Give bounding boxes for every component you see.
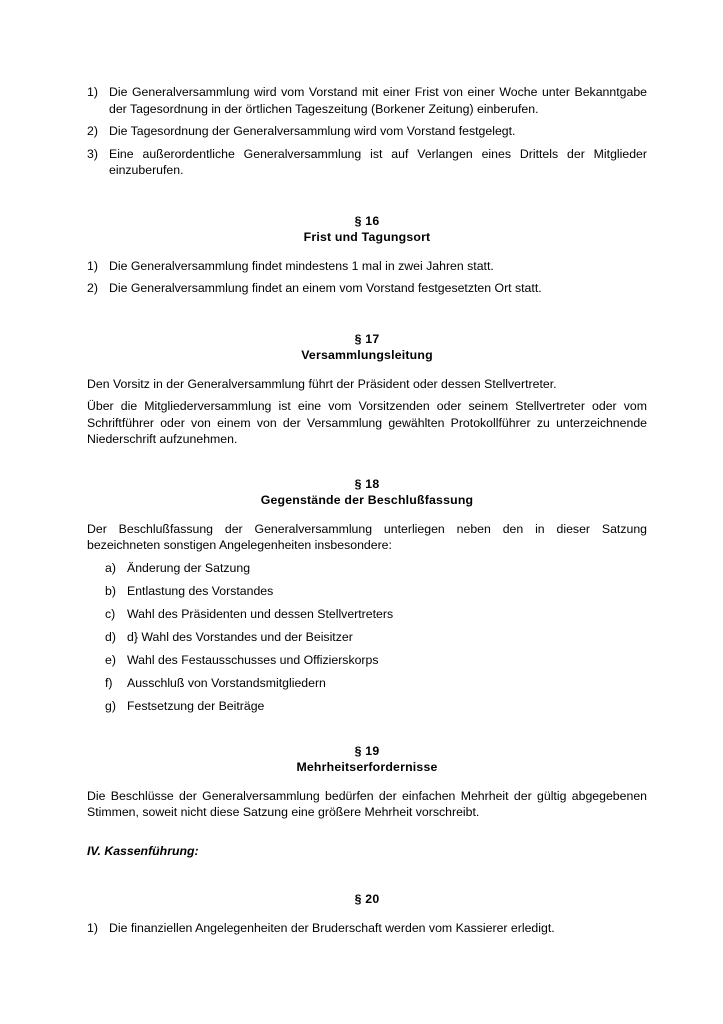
s18-list bbox=[105, 560, 647, 715]
list-item bbox=[105, 629, 647, 646]
item-text: Änderung der Satzung bbox=[127, 560, 251, 575]
item-text: Die finanziellen Angelegenheiten der Bruderschaft werden vom Kassierer erledigt. bbox=[109, 920, 555, 935]
item-text: Die Generalversammlung findet mindestens 1 mal in zwei Jahren statt. bbox=[109, 258, 494, 273]
section-number: § 16 bbox=[354, 213, 380, 228]
item-text: Wahl des Festausschusses und Offizierskorps bbox=[127, 652, 379, 667]
item-text: Ausschluß von Vorstandsmitgliedern bbox=[127, 675, 326, 690]
list-item bbox=[87, 84, 647, 117]
item-number: 1) bbox=[87, 920, 98, 935]
list-item bbox=[87, 258, 647, 275]
list-item bbox=[105, 583, 647, 600]
paragraph: Der Beschlußfassung der Generalversammlung unterliegen neben den in dieser Satzung bezeichneten sonstigen Angelegenheiten insbesondere: bbox=[87, 521, 647, 552]
section-number: § 20 bbox=[354, 892, 380, 906]
paragraph: Die Beschlüsse der Generalversammlung bedürfen der einfachen Mehrheit der gültig abgegebenen Stimmen, soweit nicht diese Satzung eine größere Mehrheit vorschreibt. bbox=[87, 788, 647, 819]
s15-list bbox=[87, 84, 647, 179]
item-text: Wahl des Präsidenten und dessen Stellvertreters bbox=[127, 606, 394, 621]
item-text: Die Generalversammlung findet an einem vom Vorstand festgesetzten Ort statt. bbox=[109, 281, 542, 295]
item-text: d} Wahl des Vorstandes und der Beisitzer bbox=[127, 629, 353, 644]
paragraph: Den Vorsitz in der Generalversammlung führt der Präsident oder dessen Stellvertreter. bbox=[87, 376, 557, 391]
s16-list bbox=[87, 258, 647, 297]
section-number: § 18 bbox=[354, 476, 380, 491]
item-letter: c) bbox=[105, 606, 116, 621]
section-title: Frist und Tagungsort bbox=[303, 230, 431, 244]
section-title: Mehrheitserfordernisse bbox=[296, 760, 438, 774]
item-number: 1) bbox=[87, 258, 98, 273]
section-title: Versammlungsleitung bbox=[301, 348, 433, 362]
s20-list bbox=[87, 920, 647, 937]
section-number: § 17 bbox=[354, 331, 380, 346]
list-item bbox=[105, 606, 647, 623]
document-page bbox=[87, 84, 647, 942]
item-text: Entlastung des Vorstandes bbox=[127, 583, 274, 598]
list-item bbox=[87, 123, 647, 140]
item-number: 2) bbox=[87, 124, 98, 138]
item-letter: g) bbox=[105, 698, 116, 713]
list-item bbox=[105, 698, 647, 715]
chapter-heading: IV. Kassenführung: bbox=[87, 843, 199, 858]
section-title: Gegenstände der Beschlußfassung bbox=[260, 493, 474, 507]
list-item bbox=[87, 920, 647, 937]
list-item bbox=[105, 652, 647, 669]
list-item bbox=[105, 560, 647, 577]
item-letter: e) bbox=[105, 652, 116, 667]
item-letter: a) bbox=[105, 560, 116, 575]
item-letter: f) bbox=[105, 675, 113, 690]
section-number: § 19 bbox=[354, 743, 380, 758]
list-item bbox=[87, 280, 647, 297]
paragraph: Über die Mitgliederversammlung ist eine vom Vorsitzenden oder seinem Stellvertreter oder vom Schriftführer oder von einem von der Versammlung gewählten Protokollführer zu unterzeichnende Niederschrift aufzunehmen. bbox=[87, 399, 647, 446]
item-text: Eine außerordentliche Generalversammlung ist auf Verlangen eines Drittels der Mitglieder einzuberufen. bbox=[109, 146, 647, 177]
item-number: 1) bbox=[87, 85, 98, 99]
item-letter: b) bbox=[105, 583, 116, 598]
item-letter: d) bbox=[105, 629, 116, 644]
item-text: Festsetzung der Beiträge bbox=[127, 698, 265, 713]
item-number: 2) bbox=[87, 281, 98, 295]
item-number: 3) bbox=[87, 146, 98, 161]
item-text: Die Tagesordnung der Generalversammlung wird vom Vorstand festgelegt. bbox=[109, 124, 516, 138]
item-text: Die Generalversammlung wird vom Vorstand mit einer Frist von einer Woche unter Bekanntgabe der Tagesordnung in der örtlichen Tageszeitung (Borkener Zeitung) einberufen. bbox=[109, 85, 647, 116]
list-item bbox=[105, 675, 647, 692]
list-item bbox=[87, 146, 647, 179]
